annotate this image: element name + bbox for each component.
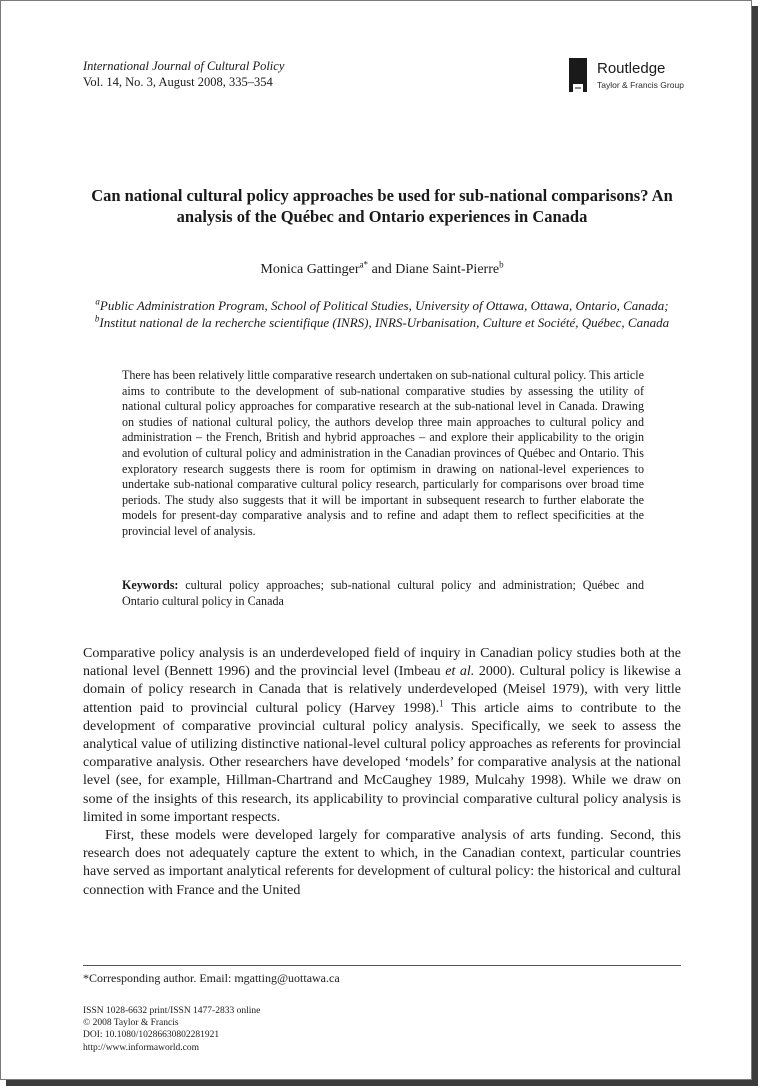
affiliation-mark: b — [94, 313, 100, 324]
author-name: Monica Gattinger — [260, 262, 360, 277]
publisher-logo — [569, 54, 709, 94]
author-affiliation-mark: a* — [359, 259, 369, 270]
affiliation-mark: a — [95, 296, 100, 307]
body-text — [83, 645, 681, 900]
volume-line: Vol. 14, No. 3, August 2008, 335–354 — [83, 75, 273, 89]
issn: ISSN 1028-6632 print/ISSN 1477-2833 online — [83, 1006, 261, 1016]
abstract: There has been relatively little comparative research undertaken on sub-national cultural policy. This article aims to contribute to the development of sub-national comparative studies by assessing the utility of national cultural policy approaches for comparative research at the sub-national level in Canada. Drawing on studies of national cultural policy, the authors develop three main approaches to cultural policy and administration – the French, British and hybrid approaches – and explore their applicability to the origin and evolution of cultural policy and administration in the Canadian provinces of Québec and Ontario. This exploratory research suggests there is room for optimism in drawing on national-level experiences to undertake sub-national comparative cultural policy research, particularly for comparisons over broad time periods. The study also suggests that it will be important in subsequent research to further elaborate the models for present-day comparative analysis and to refine and adapt them to reflect specificities at the provincial level of analysis. — [122, 368, 644, 538]
author-name: Diane Saint-Pierre — [395, 262, 500, 277]
footnote-reference: 1 — [439, 697, 444, 708]
article-title: Can national cultural policy approaches be used for sub-national comparisons? An analysis of the Québec and Ontario experiences in Canada — [91, 186, 673, 226]
doi: DOI: 10.1080/10286630802281921 — [83, 1030, 220, 1041]
body-text-span: Comparative policy analysis is an underdeveloped field of inquiry in Canadian policy studies both at the national level (Bennett 1996) and the provincial level (Imbeau — [83, 646, 681, 680]
body-text-span: This article aims to contribute to the development of comparative provincial cultural policy analysis. Specifically, we seek to assess the analytical value of utilizing distinctive national-level cultural policy approaches as referents for provincial comparative analysis. Other researchers have developed ‘models’ for comparative analysis at the national level (see, for example, Hillman-Chartrand and McCaughey 1989, Mulcahy 1998). While we draw on some of the insights of this research, its applicability to provincial comparative cultural policy analysis is limited in some important respects. — [83, 700, 681, 825]
author-list — [83, 261, 681, 279]
body-text-italic: et al. — [445, 664, 475, 680]
body-paragraph: First, these models were developed largely for comparative analysis of arts funding. Second, this research does not adequately capture the extent to which, in the Canadian context, particular countries have served as important analytical referents for development of cultural policy: the historical and cultural connection with France and the United — [83, 828, 681, 898]
journal-header — [83, 58, 284, 90]
affiliation-b: Institut national de la recherche scientifique (INRS), INRS-Urbanisation, Culture et Société, Québec, Canada — [99, 314, 670, 330]
publisher-group: Taylor & Francis Group — [597, 80, 684, 90]
affiliation-a: Public Administration Program, School of Political Studies, University of Ottawa, Ottawa, Ontario, Canada; — [99, 298, 669, 313]
corresponding-author-footnote: *Corresponding author. Email: mgatting@uottawa.ca — [83, 971, 340, 985]
body-paragraph — [83, 645, 681, 827]
keywords — [122, 578, 644, 609]
keywords-label: Keywords: — [122, 578, 179, 592]
author-conjunction: and — [368, 262, 396, 277]
body-text-span: 2000). Cultural policy is likewise a domain of policy research in Canada that is relatively underdeveloped (Meisel 1979), with very little attention paid to provincial cultural policy (Harvey 1998). — [83, 664, 682, 716]
footnote-divider — [83, 965, 681, 966]
routledge-logo-icon — [569, 58, 587, 92]
publication-metadata — [83, 1005, 260, 1054]
publisher-name: Routledge — [597, 60, 666, 77]
url-link[interactable]: http://www.informaworld.com — [83, 1042, 200, 1053]
author-affiliation-mark: b — [499, 259, 504, 270]
journal-name: International Journal of Cultural Policy — [83, 59, 285, 73]
affiliations — [83, 298, 681, 331]
keywords-list: cultural policy approaches; sub-national cultural policy and administration; Québec and Ontario cultural policy in Canada — [122, 578, 644, 608]
copyright: © 2008 Taylor & Francis — [83, 1018, 179, 1029]
